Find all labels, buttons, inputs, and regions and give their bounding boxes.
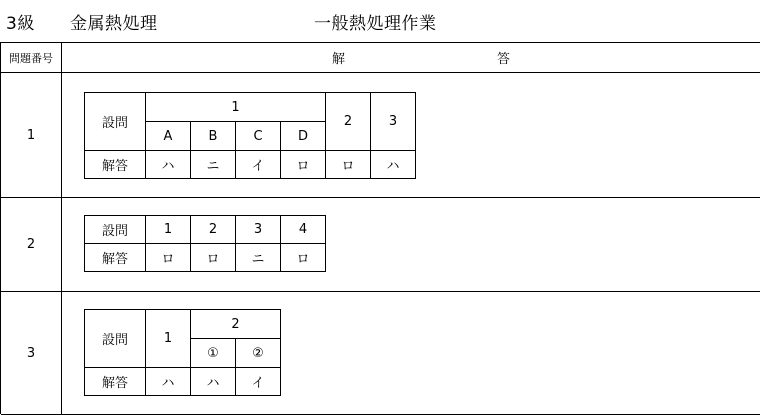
answer-cell: ハ	[191, 368, 236, 396]
answer-cell: イ	[236, 368, 281, 396]
answer-cell: ロ	[281, 151, 326, 179]
question-cell: 1	[146, 310, 191, 368]
label-answer: 解答	[85, 151, 146, 179]
question-group-header: 1	[146, 93, 326, 122]
question-group-header: 2	[191, 310, 281, 339]
question-number-1: 1	[26, 127, 36, 143]
answer-cell: ロ	[281, 244, 326, 272]
sub-question-cell: D	[281, 122, 326, 151]
exam-work-type: 一般熱処理作業	[314, 14, 437, 34]
row-divider	[1, 291, 760, 292]
question-cell: 2	[191, 216, 236, 244]
answer-cell: ニ	[236, 244, 281, 272]
sub-question-cell: C	[236, 122, 281, 151]
header-question-number: 問題番号	[9, 51, 53, 65]
sub-question-cell: B	[191, 122, 236, 151]
answer-cell: ハ	[146, 151, 191, 179]
row-divider	[1, 197, 760, 198]
question-number-3: 3	[26, 345, 36, 361]
column-divider	[61, 43, 62, 415]
question-cell: 2	[326, 93, 371, 151]
answer-cell: ロ	[191, 244, 236, 272]
answer-table-q2	[84, 215, 326, 272]
answer-sheet	[0, 42, 760, 414]
header-divider	[1, 72, 760, 73]
sub-question-cell: ②	[236, 339, 281, 368]
label-question: 設問	[85, 93, 146, 151]
answer-table-q1	[84, 92, 416, 179]
label-question: 設問	[85, 310, 146, 368]
answer-cell: イ	[236, 151, 281, 179]
header-answer-char-2: 答	[497, 52, 511, 67]
sub-question-cell: ①	[191, 339, 236, 368]
label-question: 設問	[85, 216, 146, 244]
question-cell: 3	[236, 216, 281, 244]
exam-subject: 金属熱処理	[70, 14, 158, 34]
question-cell: 1	[146, 216, 191, 244]
answer-cell: ロ	[146, 244, 191, 272]
answer-cell: ニ	[191, 151, 236, 179]
answer-cell: ハ	[146, 368, 191, 396]
answer-cell: ロ	[326, 151, 371, 179]
exam-grade: 3級	[6, 14, 35, 34]
answer-table-q3	[84, 309, 281, 396]
question-number-2: 2	[26, 237, 36, 252]
question-cell: 4	[281, 216, 326, 244]
header-answer-char-1: 解	[332, 52, 346, 67]
label-answer: 解答	[85, 244, 146, 272]
answer-cell: ハ	[371, 151, 416, 179]
sub-question-cell: A	[146, 122, 191, 151]
label-answer: 解答	[85, 368, 146, 396]
question-cell: 3	[371, 93, 416, 151]
